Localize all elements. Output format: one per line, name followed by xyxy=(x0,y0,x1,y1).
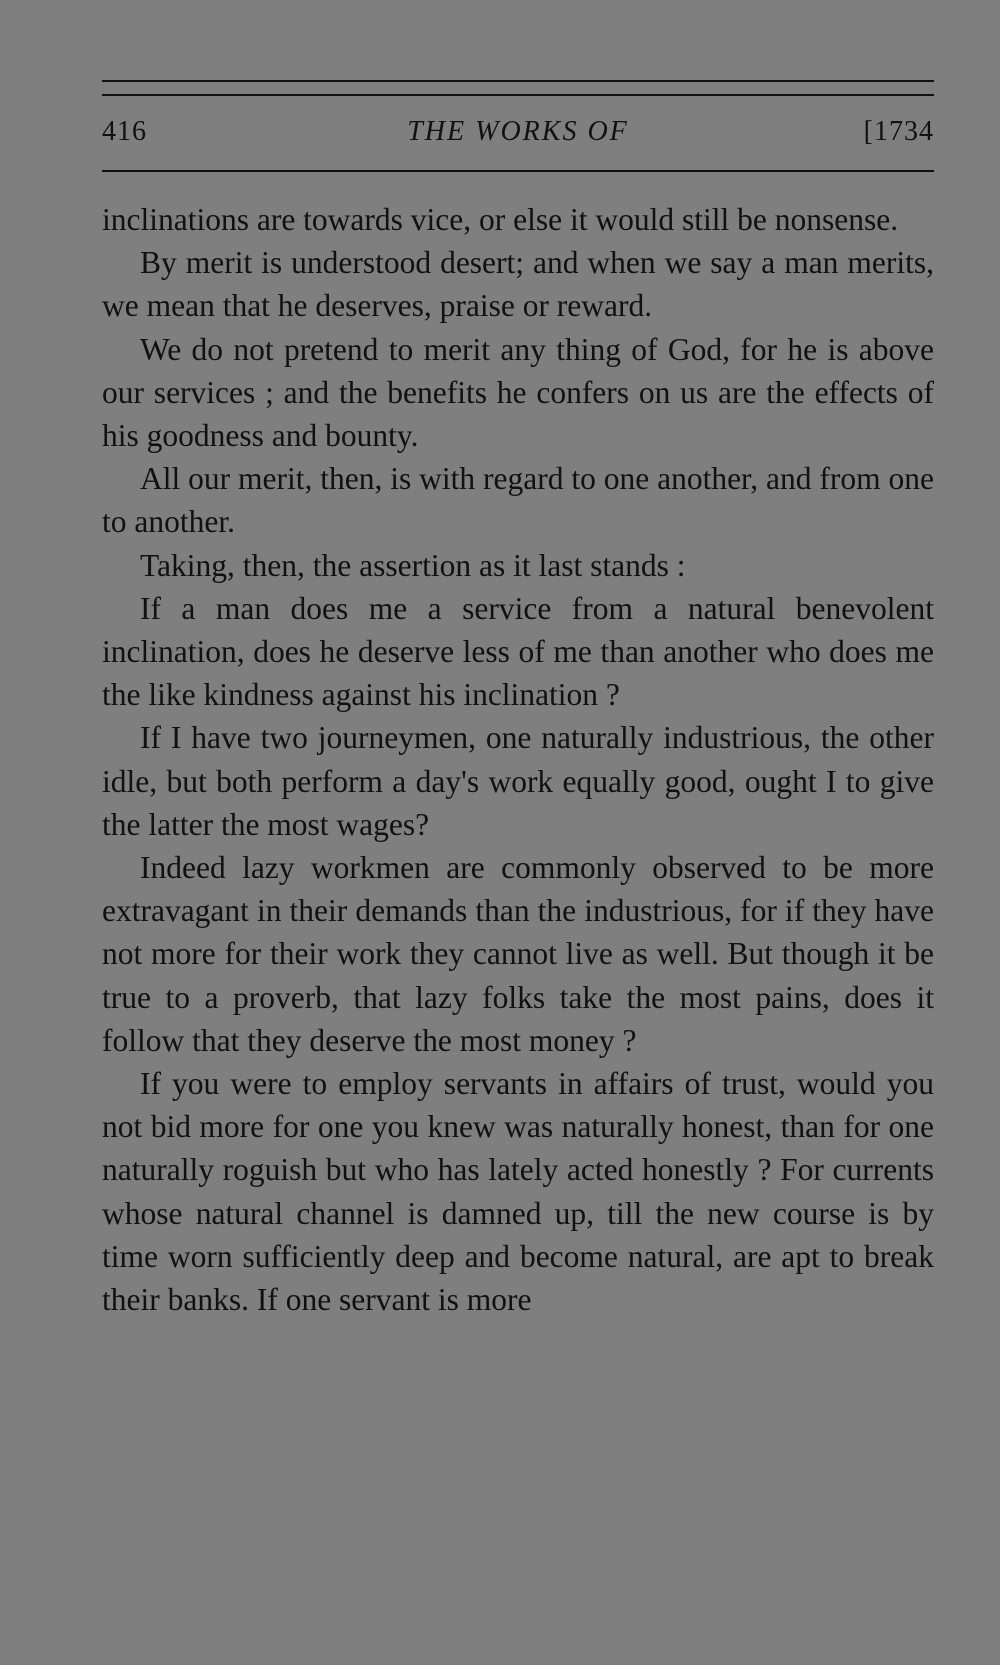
paragraph: If I have two journeymen, one naturally industrious, the other idle, but both perform a day's work equally good, ought I to give the latter the most wages? xyxy=(102,720,934,842)
paragraph: All our merit, then, is with regard to one another, and from one to another. xyxy=(102,461,934,540)
paragraph: We do not pretend to merit any thing of God, for he is above our services ; and the benefits he confers on us are the effects of his goodness and bounty. xyxy=(102,331,934,454)
top-rule-lower xyxy=(102,94,934,96)
paragraph: Indeed lazy workmen are commonly observed to be more extravagant in their demands than the industrious, for if they have not more for their work they cannot live as well. But though it be true to a proverb, that lazy folks take the most pains, does it follow that they deserve the most money ? xyxy=(102,850,934,1058)
top-rule-upper xyxy=(102,80,934,82)
year-marker: [1734 xyxy=(863,116,934,147)
paragraph: Taking, then, the assertion as it last stands : xyxy=(140,547,686,583)
body-text xyxy=(102,198,934,1321)
paragraph: inclinations are towards vice, or else it would still be nonsense. xyxy=(102,202,899,237)
page-number: 416 xyxy=(102,116,147,147)
header-underline xyxy=(102,170,934,172)
running-head xyxy=(102,110,934,170)
paragraph: If you were to employ servants in affairs of trust, would you not bid more for one you knew was naturally honest, than for one naturally roguish but who has lately acted honestly ? For currents whose natural channel is damned up, till the new course is by time worn sufficiently deep and become natural, are apt to break their banks. If one servant is more xyxy=(102,1066,934,1318)
book-page xyxy=(102,80,934,1321)
paragraph: By merit is understood desert; and when we say a man merits, we mean that he deserves, praise or reward. xyxy=(102,245,934,324)
running-title: THE WORKS OF xyxy=(407,116,629,147)
paragraph: If a man does me a service from a natural benevolent inclination, does he deserve less of me than another who does me the like kindness against his inclination ? xyxy=(102,590,934,713)
